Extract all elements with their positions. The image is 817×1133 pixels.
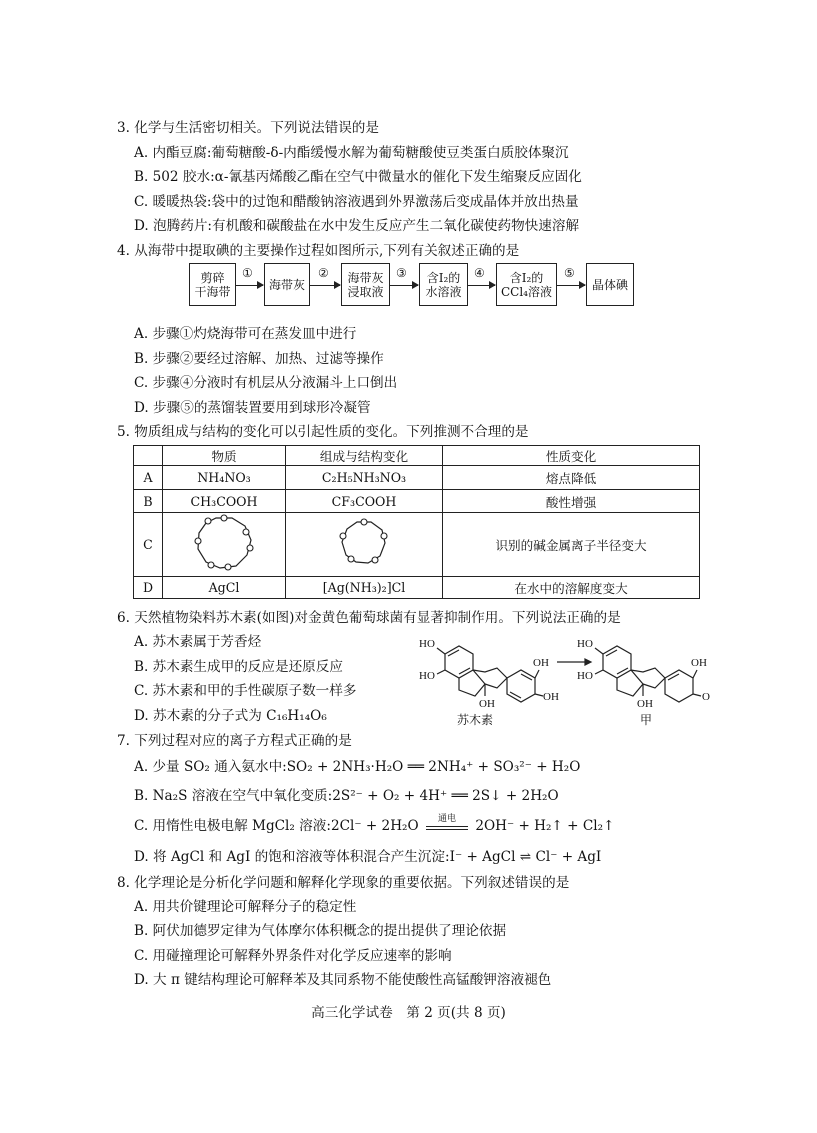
mol1-name: 苏木素: [457, 713, 494, 727]
flow-box-aqueous: [419, 263, 468, 306]
cell-property: 在水中的溶解度变大: [443, 577, 700, 599]
step-4-label: ④: [474, 266, 485, 280]
table-header: [134, 446, 163, 466]
mol1-ho-bottom: HO: [419, 670, 435, 682]
flow-text: 含I₂的: [509, 270, 544, 285]
cell-substance: CH₃COOH: [163, 490, 286, 513]
flow-box-ash: [264, 263, 310, 306]
flow-arrow: [468, 285, 495, 286]
mol1-ho-top: HO: [419, 638, 435, 650]
q4-option-a: A. 步骤①灼烧海带可在蒸发皿中进行: [134, 326, 357, 342]
q7-c-reactants: C. 用惰性电极电解 MgCl₂ 溶液:2Cl⁻ + 2H₂O: [134, 818, 419, 834]
flow-box-extract: [341, 263, 390, 306]
q7-stem: 7. 下列过程对应的离子方程式正确的是: [117, 733, 352, 749]
q3-option-b: B. 502 胶水:α-氰基丙烯酸乙酯在空气中微量水的催化下发生缩聚反应固化: [134, 169, 582, 185]
flow-arrow: [236, 285, 263, 286]
q3-stem: 3. 化学与生活密切相关。下列说法错误的是: [117, 120, 379, 136]
flow-text: 含I₂的: [426, 270, 461, 285]
q8-option-d: D. 大 π 键结构理论可解释苯及其同系物不能使酸性高锰酸钾溶液褪色: [134, 972, 552, 988]
mol2-oh-bottom: OH: [637, 698, 653, 710]
q4-option-b: B. 步骤②要经过溶解、加热、过滤等操作: [134, 351, 384, 367]
mol2-oh-top: OH: [691, 657, 707, 669]
q8-stem: 8. 化学理论是分析化学问题和解释化学现象的重要依据。下列叙述错误的是: [117, 875, 570, 891]
table-header: 物质: [163, 446, 286, 466]
mol2-ho-bottom: HO: [577, 670, 593, 682]
flow-text: 浸取液: [347, 284, 384, 299]
q3-option-c: C. 暖暖热袋:袋中的过饱和醋酸钠溶液遇到外界激荡后变成晶体并放出热量: [134, 194, 579, 210]
q7-option-c: [134, 814, 614, 834]
row-label: A: [134, 466, 163, 490]
q6-stem: 6. 天然植物染料苏木素(如图)对金黄色葡萄球菌有显著抑制作用。下列说法正确的是: [117, 610, 621, 626]
q7-c-products: 2OH⁻ + H₂↑ + Cl₂↑: [475, 818, 615, 834]
q7-option-b: B. Na₂S 溶液在空气中氧化变质:2S²⁻ + O₂ + 4H⁺ ══ 2S↓ + 2H₂O: [134, 788, 559, 804]
q8-option-c: C. 用碰撞理论可解释外界条件对化学反应速率的影响: [134, 948, 452, 964]
q8-option-b: B. 阿伏加德罗定律为气体摩尔体积概念的提出提供了理论依据: [134, 923, 507, 939]
step-1-label: ①: [242, 266, 253, 280]
q7-option-d: D. 将 AgCl 和 AgI 的饱和溶液等体积混合产生沉淀:I⁻ + AgCl ⇌ Cl⁻ + AgI: [134, 849, 602, 865]
step-3-label: ③: [396, 266, 407, 280]
mol2-ho-top: HO: [577, 638, 593, 650]
flow-text: 晶体碘: [591, 277, 628, 292]
q6-option-b: B. 苏木素生成甲的反应是还原反应: [134, 659, 343, 675]
q4-option-d: D. 步骤⑤的蒸馏装置要用到球形冷凝管: [134, 400, 371, 416]
flow-box-crystal: [586, 263, 634, 306]
cell-substance: [163, 513, 286, 577]
flow-box-ccl4: [496, 263, 557, 306]
q3-option-d: D. 泡腾药片:有机酸和碳酸盐在水中发生反应产生二氧化碳使药物快速溶解: [134, 218, 580, 234]
q6-option-c: C. 苏木素和甲的手性碳原子数一样多: [134, 683, 357, 699]
q8-option-a: A. 用共价键理论可解释分子的稳定性: [134, 899, 357, 915]
flow-text: 剪碎: [200, 270, 225, 285]
cell-property: 酸性增强: [443, 490, 700, 513]
table-row: [134, 466, 700, 490]
hematoxylin-reaction-figure: [415, 632, 735, 727]
row-label: B: [134, 490, 163, 513]
table-header: 性质变化: [443, 446, 700, 466]
flow-arrow: [310, 285, 340, 286]
table-header: 组成与结构变化: [286, 446, 443, 466]
cell-substance: AgCl: [163, 577, 286, 599]
table-row: [134, 513, 700, 577]
mol1-oh-top: OH: [533, 657, 549, 669]
flow-text: 海带灰: [268, 277, 305, 292]
q5-table: [133, 445, 700, 599]
flow-text: 水溶液: [425, 284, 462, 299]
crown-ether-large-ring-image: [189, 513, 259, 573]
flow-text: 干海带: [194, 284, 231, 299]
mol2-name: 甲: [640, 713, 653, 727]
equals-sign: [426, 826, 468, 830]
q7-option-a: A. 少量 SO₂ 通入氨水中:SO₂ + 2NH₃·H₂O ══ 2NH₄⁺ + SO₃²⁻ + H₂O: [134, 759, 581, 775]
flow-box-seaweed: [189, 263, 236, 306]
step-2-label: ②: [318, 266, 329, 280]
row-label: C: [134, 513, 163, 577]
q6-option-d: D. 苏木素的分子式为 C₁₆H₁₄O₆: [134, 708, 327, 724]
flow-text: CCl₄溶液: [500, 284, 552, 299]
mol2-oxo: O: [702, 691, 710, 703]
flow-arrow: [557, 285, 585, 286]
cell-property: 识别的碱金属离子半径变大: [443, 513, 700, 577]
cell-change: C₂H₅NH₃NO₃: [286, 466, 443, 490]
q4-stem: 4. 从海带中提取碘的主要操作过程如图所示,下列有关叙述正确的是: [117, 243, 520, 259]
flow-arrow: [390, 285, 418, 286]
table-row: [134, 577, 700, 599]
electrolysis-arrow: [426, 814, 468, 830]
mol1-oh-bottom: OH: [479, 698, 495, 710]
cell-change: CF₃COOH: [286, 490, 443, 513]
q6-option-a: A. 苏木素属于芳香烃: [134, 634, 262, 650]
table-header-row: [134, 446, 700, 466]
cell-change: [Ag(NH₃)₂]Cl: [286, 577, 443, 599]
q5-stem: 5. 物质组成与结构的变化可以引起性质的变化。下列推测不合理的是: [117, 424, 529, 440]
flow-text: 海带灰: [347, 270, 384, 285]
cell-change: [286, 513, 443, 577]
page-footer: 高三化学试卷 第 2 页(共 8 页): [311, 1005, 506, 1021]
condition-label: 通电: [437, 814, 456, 824]
crown-ether-small-ring-image: [329, 513, 399, 573]
mol1-oh-right: OH: [543, 691, 559, 703]
q4-option-c: C. 步骤④分液时有机层从分液漏斗上口倒出: [134, 375, 398, 391]
step-5-label: ⑤: [564, 266, 575, 280]
cell-property: 熔点降低: [443, 466, 700, 490]
q3-option-a: A. 内酯豆腐:葡萄糖酸-δ-内酯缓慢水解为葡萄糖酸使豆类蛋白质胶体聚沉: [134, 145, 569, 161]
row-label: D: [134, 577, 163, 599]
cell-substance: NH₄NO₃: [163, 466, 286, 490]
table-row: [134, 490, 700, 513]
